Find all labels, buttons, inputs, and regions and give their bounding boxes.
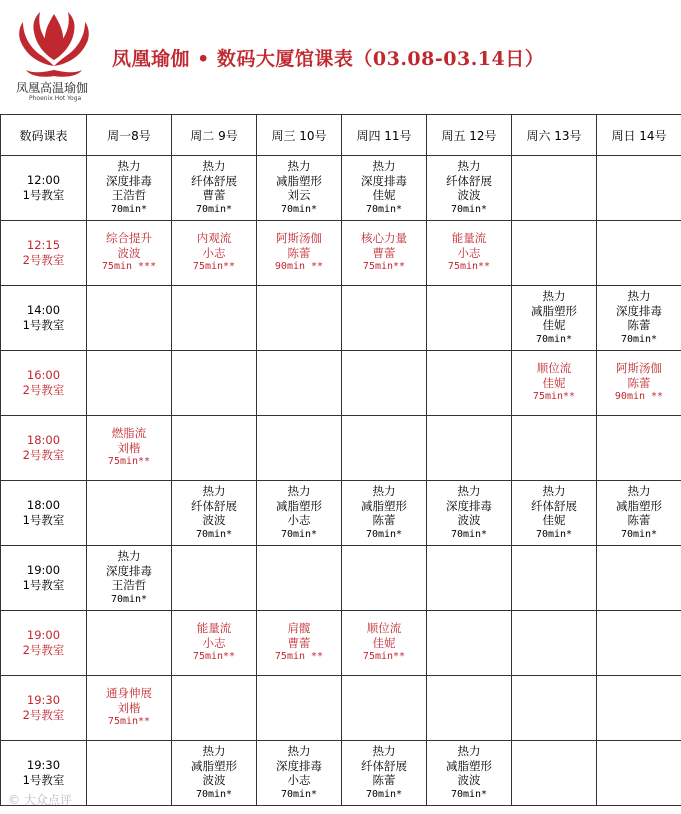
class-subtitle: 纤体舒展 — [191, 173, 237, 188]
class-cell — [172, 221, 257, 286]
header-cell-sun: 周日 14号 — [597, 115, 681, 156]
class-duration: 70min* — [195, 528, 233, 540]
class-name: 阿斯汤伽 — [276, 231, 322, 246]
slot-time: 14:00 — [26, 303, 61, 317]
class-name: 综合提升 — [106, 231, 152, 246]
class-name: 热力 — [202, 159, 226, 173]
class-duration: 90min ** — [274, 261, 324, 273]
schedule-row — [1, 221, 681, 286]
empty-cell — [342, 286, 427, 351]
slot-room: 1号教室 — [22, 188, 65, 202]
class-teacher: 陈蕾 — [372, 773, 396, 787]
schedule-row — [1, 416, 681, 481]
class-duration: 90min ** — [614, 391, 664, 403]
class-name: 燃脂流 — [111, 426, 147, 441]
class-subtitle: 减脂塑形 — [276, 498, 322, 513]
class-duration: 70min* — [280, 788, 318, 800]
class-teacher: 刘云 — [287, 188, 311, 202]
class-name: 顺位流 — [366, 621, 402, 636]
class-name: 热力 — [287, 484, 311, 498]
empty-cell — [257, 351, 342, 416]
empty-cell — [427, 611, 512, 676]
slot-time: 19:00 — [26, 628, 61, 642]
class-cell — [87, 416, 172, 481]
slot-time: 12:00 — [26, 173, 61, 187]
class-duration: 70min* — [280, 528, 318, 540]
class-name: 热力 — [372, 744, 396, 758]
class-subtitle: 减脂塑形 — [361, 498, 407, 513]
empty-cell — [427, 286, 512, 351]
empty-cell — [257, 676, 342, 741]
class-cell — [342, 221, 427, 286]
class-subtitle: 减脂塑形 — [276, 173, 322, 188]
time-slot-cell — [1, 676, 87, 741]
watermark: © 大众点评 — [8, 793, 72, 807]
empty-cell — [172, 546, 257, 611]
class-duration: 70min* — [450, 788, 488, 800]
time-slot-cell — [1, 416, 87, 481]
time-slot-cell — [1, 221, 87, 286]
class-name: 热力 — [542, 484, 566, 498]
class-cell — [257, 611, 342, 676]
class-teacher: 小志 — [202, 245, 226, 260]
class-name: 顺位流 — [536, 361, 572, 376]
class-name: 肩髋 — [287, 621, 311, 636]
slot-time: 19:30 — [26, 693, 61, 707]
class-subtitle: 纤体舒展 — [191, 498, 237, 513]
empty-cell — [172, 416, 257, 481]
brand-subtitle: Phoenix Hot Yoga — [29, 95, 82, 102]
class-name: 热力 — [627, 289, 651, 303]
slot-room: 1号教室 — [22, 513, 65, 527]
schedule-row — [1, 741, 681, 806]
class-teacher: 波波 — [202, 513, 226, 527]
class-teacher: 王浩哲 — [111, 188, 147, 202]
class-teacher: 波波 — [117, 245, 141, 260]
empty-cell — [257, 546, 342, 611]
class-name: 阿斯汤伽 — [616, 361, 662, 376]
empty-cell — [512, 221, 597, 286]
empty-cell — [87, 351, 172, 416]
class-duration: 75min *** — [101, 261, 157, 273]
empty-cell — [257, 416, 342, 481]
class-duration: 70min* — [365, 788, 403, 800]
class-duration: 70min* — [535, 333, 573, 345]
class-subtitle: 减脂塑形 — [531, 303, 577, 318]
class-name: 通身伸展 — [106, 686, 152, 701]
class-cell — [257, 221, 342, 286]
class-teacher: 小志 — [202, 635, 226, 650]
slot-time: 18:00 — [26, 433, 61, 447]
time-slot-cell — [1, 351, 87, 416]
class-cell — [172, 156, 257, 221]
class-duration: 75min** — [107, 716, 151, 728]
page-header — [0, 0, 681, 113]
slot-room: 1号教室 — [22, 578, 65, 592]
empty-cell — [597, 611, 681, 676]
slot-time: 19:00 — [26, 563, 61, 577]
class-cell — [512, 286, 597, 351]
slot-room: 2号教室 — [22, 448, 65, 462]
class-teacher: 小志 — [287, 513, 311, 527]
class-duration: 75min** — [192, 651, 236, 663]
empty-cell — [512, 416, 597, 481]
empty-cell — [597, 546, 681, 611]
class-name: 内观流 — [196, 231, 232, 246]
class-teacher: 陈蕾 — [627, 318, 651, 332]
class-cell — [427, 741, 512, 806]
class-duration: 75min** — [362, 651, 406, 663]
class-cell — [597, 481, 681, 546]
schedule-row — [1, 286, 681, 351]
empty-cell — [257, 286, 342, 351]
class-cell — [257, 481, 342, 546]
class-cell — [172, 481, 257, 546]
slot-room: 2号教室 — [22, 708, 65, 722]
class-subtitle: 减脂塑形 — [191, 758, 237, 773]
header-cell-mon: 周一8号 — [87, 115, 172, 156]
header-row — [1, 115, 681, 156]
class-teacher: 佳妮 — [372, 635, 396, 650]
class-duration: 70min* — [365, 203, 403, 215]
slot-room: 2号教室 — [22, 253, 65, 267]
schedule-table — [0, 114, 681, 806]
class-cell — [512, 481, 597, 546]
class-teacher: 曹蕾 — [287, 635, 311, 650]
class-name: 热力 — [457, 159, 481, 173]
class-duration: 70min* — [110, 203, 148, 215]
schedule-row — [1, 546, 681, 611]
class-duration: 70min* — [450, 203, 488, 215]
class-teacher: 波波 — [457, 188, 481, 202]
slot-room: 1号教室 — [22, 318, 65, 332]
schedule-row — [1, 611, 681, 676]
class-duration: 70min* — [535, 528, 573, 540]
class-name: 热力 — [542, 289, 566, 303]
class-cell — [87, 546, 172, 611]
class-subtitle: 深度排毒 — [106, 173, 152, 188]
slot-time: 16:00 — [26, 368, 61, 382]
header-cell-wed: 周三 10号 — [257, 115, 342, 156]
empty-cell — [342, 546, 427, 611]
empty-cell — [512, 546, 597, 611]
time-slot-cell — [1, 611, 87, 676]
slot-room: 1号教室 — [22, 773, 65, 787]
class-name: 热力 — [117, 159, 141, 173]
empty-cell — [427, 351, 512, 416]
empty-cell — [597, 741, 681, 806]
class-teacher: 刘楷 — [117, 440, 141, 455]
brand-name: 凤凰高温瑜伽 — [16, 81, 89, 95]
class-cell — [87, 156, 172, 221]
class-cell — [597, 286, 681, 351]
class-duration: 75min** — [192, 261, 236, 273]
class-duration: 70min* — [195, 788, 233, 800]
empty-cell — [597, 416, 681, 481]
class-duration: 70min* — [450, 528, 488, 540]
class-cell — [427, 156, 512, 221]
class-cell — [342, 611, 427, 676]
class-teacher: 佳妮 — [542, 375, 566, 390]
class-name: 热力 — [202, 484, 226, 498]
class-teacher: 陈蕾 — [627, 513, 651, 527]
class-subtitle: 纤体舒展 — [361, 758, 407, 773]
class-subtitle: 深度排毒 — [446, 498, 492, 513]
class-duration: 75min** — [447, 261, 491, 273]
class-name: 热力 — [117, 549, 141, 563]
class-duration: 70min* — [195, 203, 233, 215]
empty-cell — [87, 481, 172, 546]
class-subtitle: 深度排毒 — [361, 173, 407, 188]
class-name: 能量流 — [451, 231, 487, 246]
empty-cell — [512, 676, 597, 741]
class-cell — [257, 156, 342, 221]
class-name: 热力 — [372, 159, 396, 173]
page-title: 凤凰瑜伽 • 数码大厦馆课表（03.08-03.14日） — [112, 48, 545, 70]
class-name: 热力 — [457, 744, 481, 758]
class-name: 核心力量 — [361, 231, 407, 246]
class-cell — [257, 741, 342, 806]
empty-cell — [87, 611, 172, 676]
class-teacher: 曹蕾 — [202, 188, 226, 202]
class-cell — [342, 741, 427, 806]
slot-room: 2号教室 — [22, 383, 65, 397]
class-cell — [87, 221, 172, 286]
class-subtitle: 减脂塑形 — [616, 498, 662, 513]
empty-cell — [512, 156, 597, 221]
class-duration: 70min* — [620, 333, 658, 345]
class-teacher: 王浩哲 — [111, 578, 147, 592]
empty-cell — [427, 676, 512, 741]
class-teacher: 小志 — [457, 245, 481, 260]
class-cell — [87, 676, 172, 741]
empty-cell — [597, 676, 681, 741]
slot-time: 19:30 — [26, 758, 61, 772]
class-cell — [342, 156, 427, 221]
class-duration: 70min* — [110, 593, 148, 605]
class-teacher: 刘楷 — [117, 700, 141, 715]
class-cell — [427, 221, 512, 286]
class-teacher: 陈蕾 — [287, 245, 311, 260]
empty-cell — [512, 611, 597, 676]
class-teacher: 波波 — [202, 773, 226, 787]
class-duration: 75min** — [362, 261, 406, 273]
header-cell-thu: 周四 11号 — [342, 115, 427, 156]
class-subtitle: 深度排毒 — [106, 563, 152, 578]
header-cell-label: 数码课表 — [1, 115, 87, 156]
class-teacher: 小志 — [287, 773, 311, 787]
class-subtitle: 纤体舒展 — [446, 173, 492, 188]
empty-cell — [342, 676, 427, 741]
class-subtitle: 减脂塑形 — [446, 758, 492, 773]
class-name: 热力 — [287, 159, 311, 173]
class-duration: 75min** — [107, 456, 151, 468]
empty-cell — [342, 416, 427, 481]
empty-cell — [427, 416, 512, 481]
class-name: 热力 — [202, 744, 226, 758]
slot-time: 18:00 — [26, 498, 61, 512]
schedule-row — [1, 351, 681, 416]
class-duration: 70min* — [280, 203, 318, 215]
slot-room: 2号教室 — [22, 643, 65, 657]
class-cell — [342, 481, 427, 546]
class-name: 热力 — [627, 484, 651, 498]
class-duration: 75min** — [532, 391, 576, 403]
class-teacher: 佳妮 — [372, 188, 396, 202]
header-cell-fri: 周五 12号 — [427, 115, 512, 156]
empty-cell — [597, 221, 681, 286]
class-cell — [597, 351, 681, 416]
class-teacher: 佳妮 — [542, 513, 566, 527]
class-subtitle: 深度排毒 — [276, 758, 322, 773]
class-name: 能量流 — [196, 621, 232, 636]
class-duration: 70min* — [365, 528, 403, 540]
class-teacher: 佳妮 — [542, 318, 566, 332]
slot-time: 12:15 — [26, 238, 61, 252]
class-cell — [172, 611, 257, 676]
class-subtitle: 深度排毒 — [616, 303, 662, 318]
empty-cell — [427, 546, 512, 611]
class-cell — [172, 741, 257, 806]
class-cell — [512, 351, 597, 416]
class-duration: 75min ** — [274, 651, 324, 663]
class-teacher: 波波 — [457, 773, 481, 787]
class-cell — [427, 481, 512, 546]
class-teacher: 波波 — [457, 513, 481, 527]
class-duration: 70min* — [620, 528, 658, 540]
empty-cell — [172, 286, 257, 351]
class-name: 热力 — [287, 744, 311, 758]
empty-cell — [172, 351, 257, 416]
time-slot-cell — [1, 286, 87, 351]
class-subtitle: 纤体舒展 — [531, 498, 577, 513]
empty-cell — [597, 156, 681, 221]
schedule-body — [1, 156, 681, 806]
class-name: 热力 — [457, 484, 481, 498]
empty-cell — [172, 676, 257, 741]
schedule-row — [1, 676, 681, 741]
header-cell-tue: 周二 9号 — [172, 115, 257, 156]
empty-cell — [512, 741, 597, 806]
class-name: 热力 — [372, 484, 396, 498]
class-teacher: 陈蕾 — [627, 375, 651, 390]
schedule-row — [1, 481, 681, 546]
time-slot-cell — [1, 156, 87, 221]
empty-cell — [87, 741, 172, 806]
time-slot-cell — [1, 481, 87, 546]
time-slot-cell — [1, 546, 87, 611]
empty-cell — [87, 286, 172, 351]
empty-cell — [342, 351, 427, 416]
schedule-row — [1, 156, 681, 221]
header-cell-sat: 周六 13号 — [512, 115, 597, 156]
class-teacher: 陈蕾 — [372, 513, 396, 527]
class-teacher: 曹蕾 — [372, 245, 396, 260]
